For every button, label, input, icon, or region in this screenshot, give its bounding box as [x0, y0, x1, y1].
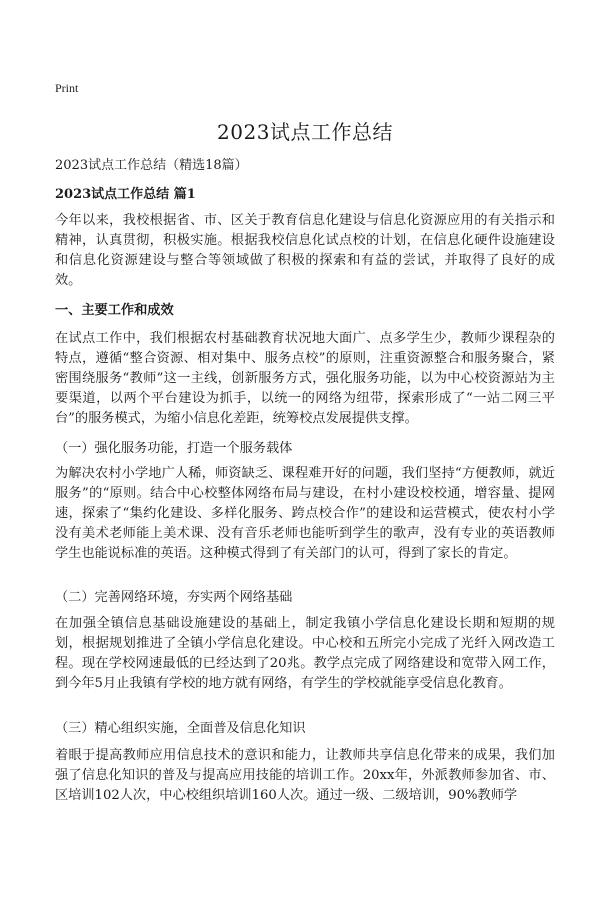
print-link[interactable]: Print	[55, 81, 79, 95]
subsection3-paragraph: 着眼于提高教师应用信息技术的意识和能力，让教师共享信息化带来的成果，我们加强了信息化知识的普及与提高应用技能的培训工作。20xx年，外派教师参加省、市、区培训102人次，中心校组织培训160人次。通过一级、二级培训，90%教师学	[55, 748, 555, 803]
subsection2-paragraph: 在加强全镇信息基础设施建设的基础上，制定我镇小学信息化建设长期和短期的规划，根据规划推进了全镇小学信息化建设。中心校和五所完小完成了光纤入网改造工程。现在学校网速最低的已经达到了20兆。教学点完成了网络建设和宽带入网工作，到今年5月止我镇有学校的地方就有网络，有学生的学校就能享受信息化教育。	[55, 616, 555, 691]
document-subtitle: 2023试点工作总结（精选18篇）	[55, 158, 248, 173]
section1-paragraph: 在试点工作中，我们根据农村基础教育状况地大面广、点多学生少，教师少课程杂的特点，遵循“整合资源、相对集中、服务点校”的原则，注重资源整合和服务聚合，紧密围绕服务“教师”这一主线，创新服务方式，强化服务功能，以为中心校资源站为主要渠道，以两个平台建设为抓手，以统一的网络为纽带，探索形成了“一站二网三平台”的服务模式，为缩小信息化差距，统筹校点发展提供支撑。	[55, 331, 555, 426]
subsection-heading-2: （二）完善网络环境，夯实两个网络基础	[55, 590, 293, 605]
subsection-heading-3: （三）精心组织实施，全面普及信息化知识	[55, 721, 306, 736]
subsection-heading-1: （一）强化服务功能，打造一个服务载体	[55, 441, 293, 456]
document-title: 2023试点工作总结	[217, 120, 393, 144]
article-heading: 2023试点工作总结 篇1	[55, 187, 196, 202]
intro-paragraph: 今年以来，我校根据省、市、区关于教育信息化建设与信息化资源应用的有关指示和精神，认真贯彻，积极实施。根据我校信息化试点校的计划，在信息化硬件设施建设和信息化资源建设与整合等领域做了积极的探索和有益的尝试，并取得了良好的成效。	[55, 213, 555, 288]
subsection1-paragraph: 为解决农村小学地广人稀，师资缺乏、课程难开好的问题，我们坚持“方便教师，就近服务”的“原则。结合中心校整体网络布局与建设，在村小建设校校通，增容量、提网速，探索了“集约化建设、多样化服务、跨点校合作”的建设和运营模式，使农村小学没有美术老师能上美术课、没有音乐老师也能听到学生的歌声，没有专业的英语教师学生也能说标准的英语。这种模式得到了有关部门的认可，得到了家长的肯定。	[55, 466, 555, 561]
section-heading-main-work: 一、主要工作和成效	[55, 303, 174, 318]
